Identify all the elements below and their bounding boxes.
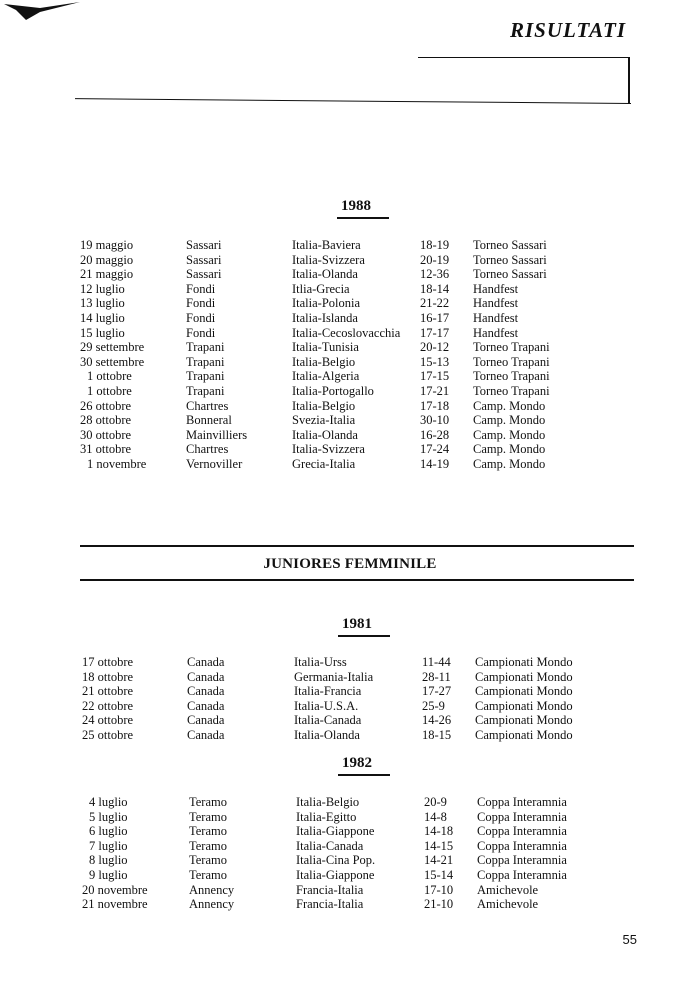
cell-match: Germania-Italia <box>294 669 374 684</box>
table-row <box>0 728 700 743</box>
table-row <box>0 810 700 825</box>
cell-score: 14-15 <box>424 838 454 853</box>
cell-score: 17-10 <box>424 882 454 897</box>
table-row <box>0 684 700 699</box>
table-row <box>0 369 700 384</box>
cell-date: 15 luglio <box>80 325 125 340</box>
cell-match: Svezia-Italia <box>292 413 356 428</box>
cell-event: Camp. Mondo <box>473 398 546 413</box>
cell-city: Chartres <box>186 442 229 457</box>
cell-match: Italia-Tunisia <box>292 340 359 355</box>
cell-match: Italia-Giappone <box>296 824 375 839</box>
cell-match: Italia-Egitto <box>296 809 357 824</box>
cell-date: 30 settembre <box>80 354 145 369</box>
cell-date: 7 luglio <box>89 838 128 853</box>
cell-score: 17-21 <box>420 383 450 398</box>
cell-score: 18-19 <box>420 238 450 252</box>
cell-score: 18-15 <box>422 727 452 742</box>
table-row <box>0 868 700 883</box>
cell-match: Italia-Islanda <box>292 310 358 325</box>
table-row <box>0 795 700 810</box>
cell-city: Fondi <box>186 296 216 311</box>
cell-city: Teramo <box>189 867 227 882</box>
table-row <box>0 897 700 912</box>
cell-date: 17 ottobre <box>82 655 134 669</box>
results-table-1982 <box>0 795 700 912</box>
cell-match: Italia-U.S.A. <box>294 698 359 713</box>
cell-score: 17-24 <box>420 442 450 457</box>
cell-event: Torneo Trapani <box>473 340 550 355</box>
table-row <box>0 326 700 341</box>
cell-event: Camp. Mondo <box>473 427 546 442</box>
cell-score: 17-17 <box>420 325 450 340</box>
cell-date: 1 novembre <box>87 456 147 471</box>
cell-event: Campionati Mondo <box>475 684 573 699</box>
cell-event: Handfest <box>473 296 519 311</box>
cell-match: Italia-Francia <box>294 684 362 699</box>
cell-city: Fondi <box>186 281 216 296</box>
cell-city: Trapani <box>186 369 225 384</box>
cell-event: Amichevole <box>477 882 539 897</box>
cell-score: 20-9 <box>424 795 447 809</box>
table-row <box>0 282 700 297</box>
cell-match: Italia-Polonia <box>292 296 361 311</box>
table-row <box>0 655 700 670</box>
cell-date: 21 ottobre <box>82 684 134 699</box>
cell-event: Torneo Sassari <box>473 252 547 267</box>
cell-event: Handfest <box>473 281 519 296</box>
cell-score: 30-10 <box>420 413 450 428</box>
cell-city: Fondi <box>186 325 216 340</box>
cell-city: Trapani <box>186 383 225 398</box>
cell-date: 31 ottobre <box>80 442 132 457</box>
cell-event: Camp. Mondo <box>473 413 546 428</box>
cell-score: 20-12 <box>420 340 450 355</box>
cell-score: 16-28 <box>420 427 450 442</box>
header-box-top-rule <box>418 57 630 58</box>
cell-city: Annency <box>189 897 235 912</box>
cell-match: Italia-Canada <box>294 713 362 728</box>
table-row <box>0 340 700 355</box>
cell-match: Francia-Italia <box>296 882 364 897</box>
table-row <box>0 699 700 714</box>
cell-match: Italia-Olanda <box>292 267 358 282</box>
cell-match: Italia-Olanda <box>294 727 360 742</box>
cell-match: Italia-Olanda <box>292 427 358 442</box>
cell-match: Italia-Algeria <box>292 369 360 384</box>
cell-event: Torneo Sassari <box>473 238 547 252</box>
table-row <box>0 399 700 414</box>
table-row <box>0 883 700 898</box>
table-row <box>0 457 700 472</box>
cell-event: Torneo Sassari <box>473 267 547 282</box>
table-row <box>0 839 700 854</box>
cell-event: Camp. Mondo <box>473 442 546 457</box>
cell-date: 4 luglio <box>89 795 128 809</box>
cell-event: Torneo Trapani <box>473 369 550 384</box>
cell-event: Coppa Interamnia <box>477 795 567 809</box>
cell-score: 14-19 <box>420 456 450 471</box>
cell-score: 20-19 <box>420 252 450 267</box>
cell-city: Canada <box>187 713 225 728</box>
table-row <box>0 267 700 282</box>
cell-score: 25-9 <box>422 698 445 713</box>
cell-city: Trapani <box>186 340 225 355</box>
cell-date: 8 luglio <box>89 853 128 868</box>
cell-city: Sassari <box>186 267 222 282</box>
cell-city: Trapani <box>186 354 225 369</box>
cell-date: 12 luglio <box>80 281 125 296</box>
cell-city: Vernoviller <box>186 456 243 471</box>
cell-city: Canada <box>187 727 225 742</box>
cell-date: 21 maggio <box>80 267 134 282</box>
cell-date: 25 ottobre <box>82 727 134 742</box>
cell-city: Chartres <box>186 398 229 413</box>
cell-score: 14-8 <box>424 809 447 824</box>
cell-event: Coppa Interamnia <box>477 867 567 882</box>
cell-city: Teramo <box>189 824 227 839</box>
cell-event: Coppa Interamnia <box>477 824 567 839</box>
cell-score: 18-14 <box>420 281 450 296</box>
cell-score: 28-11 <box>422 669 451 684</box>
year-underline-1988 <box>337 217 389 219</box>
cell-match: Italia-Giappone <box>296 867 375 882</box>
cell-city: Mainvilliers <box>186 427 248 442</box>
cell-date: 6 luglio <box>89 824 128 839</box>
page-number: 55 <box>622 932 637 947</box>
cell-date: 1 ottobre <box>87 369 132 384</box>
cell-date: 21 novembre <box>82 897 148 912</box>
table-row <box>0 824 700 839</box>
cell-event: Campionati Mondo <box>475 713 573 728</box>
cell-date: 24 ottobre <box>82 713 134 728</box>
cell-city: Teramo <box>189 853 227 868</box>
cell-city: Sassari <box>186 238 222 252</box>
section-title: JUNIORES FEMMINILE <box>263 556 437 572</box>
cell-city: Annency <box>189 882 235 897</box>
cell-city: Canada <box>187 655 225 669</box>
year-heading-1988: 1988 <box>341 198 371 214</box>
table-row <box>0 238 700 253</box>
cell-city: Canada <box>187 698 225 713</box>
header-box-right-rule <box>628 57 630 104</box>
cell-date: 14 luglio <box>80 310 125 325</box>
section-rule-top <box>80 545 634 547</box>
cell-score: 15-14 <box>424 867 454 882</box>
table-row <box>0 384 700 399</box>
section-rule-bottom <box>80 579 634 581</box>
cell-event: Amichevole <box>477 897 539 912</box>
cell-score: 14-26 <box>422 713 452 728</box>
table-row <box>0 853 700 868</box>
table-row <box>0 311 700 326</box>
cell-score: 21-22 <box>420 296 450 311</box>
cell-date: 19 maggio <box>80 238 134 252</box>
cell-event: Campionati Mondo <box>475 698 573 713</box>
page-title: RISULTATI <box>510 18 626 42</box>
cell-event: Handfest <box>473 325 519 340</box>
cell-match: Itlia-Grecia <box>292 281 350 296</box>
cell-score: 17-18 <box>420 398 450 413</box>
cell-match: Italia-Canada <box>296 838 364 853</box>
cell-city: Teramo <box>189 795 227 809</box>
table-row <box>0 670 700 685</box>
results-table-1981 <box>0 655 700 743</box>
cell-city: Bonneral <box>186 413 232 428</box>
results-table-1988 <box>0 238 700 472</box>
cell-city: Teramo <box>189 809 227 824</box>
cell-match: Italia-Belgio <box>292 354 356 369</box>
cell-event: Coppa Interamnia <box>477 838 567 853</box>
cell-event: Camp. Mondo <box>473 456 546 471</box>
cell-date: 20 maggio <box>80 252 134 267</box>
cell-score: 17-15 <box>420 369 450 384</box>
cell-score: 16-17 <box>420 310 450 325</box>
table-row <box>0 428 700 443</box>
year-heading-1982: 1982 <box>342 755 372 771</box>
cell-score: 15-13 <box>420 354 450 369</box>
table-row <box>0 253 700 268</box>
cell-date: 29 settembre <box>80 340 145 355</box>
cell-event: Campionati Mondo <box>475 669 573 684</box>
cell-match: Francia-Italia <box>296 897 364 912</box>
cell-event: Torneo Trapani <box>473 354 550 369</box>
cell-match: Grecia-Italia <box>292 456 356 471</box>
cell-date: 9 luglio <box>89 867 128 882</box>
cell-date: 22 ottobre <box>82 698 134 713</box>
cell-date: 30 ottobre <box>80 427 132 442</box>
table-row <box>0 442 700 457</box>
cell-score: 21-10 <box>424 897 454 912</box>
table-row <box>0 713 700 728</box>
cell-score: 17-27 <box>422 684 452 699</box>
cell-event: Handfest <box>473 310 519 325</box>
cell-event: Coppa Interamnia <box>477 809 567 824</box>
table-row <box>0 296 700 311</box>
cell-score: 12-36 <box>420 267 450 282</box>
cell-city: Teramo <box>189 838 227 853</box>
cell-event: Coppa Interamnia <box>477 853 567 868</box>
corner-ink-mark <box>0 0 90 24</box>
cell-city: Sassari <box>186 252 222 267</box>
cell-date: 20 novembre <box>82 882 148 897</box>
year-heading-1981: 1981 <box>342 616 372 632</box>
cell-match: Italia-Urss <box>294 655 347 669</box>
cell-city: Canada <box>187 669 225 684</box>
cell-event: Campionati Mondo <box>475 727 573 742</box>
cell-match: Italia-Belgio <box>292 398 356 413</box>
cell-match: Italia-Baviera <box>292 238 361 252</box>
header-box-bottom-rule <box>75 98 631 104</box>
cell-score: 14-21 <box>424 853 454 868</box>
cell-city: Fondi <box>186 310 216 325</box>
cell-match: Italia-Cina Pop. <box>296 853 376 868</box>
cell-score: 14-18 <box>424 824 454 839</box>
cell-score: 11-44 <box>422 655 451 669</box>
cell-match: Italia-Svizzera <box>292 442 365 457</box>
cell-match: Italia-Belgio <box>296 795 360 809</box>
cell-event: Torneo Trapani <box>473 383 550 398</box>
cell-date: 28 ottobre <box>80 413 132 428</box>
cell-date: 5 luglio <box>89 809 128 824</box>
cell-event: Campionati Mondo <box>475 655 573 669</box>
cell-match: Italia-Svizzera <box>292 252 365 267</box>
table-row <box>0 355 700 370</box>
table-row <box>0 413 700 428</box>
cell-city: Canada <box>187 684 225 699</box>
cell-match: Italia-Portogallo <box>292 383 374 398</box>
cell-date: 1 ottobre <box>87 383 132 398</box>
cell-date: 18 ottobre <box>82 669 134 684</box>
year-underline-1981 <box>338 635 390 637</box>
cell-date: 26 ottobre <box>80 398 132 413</box>
cell-match: Italia-Cecoslovacchia <box>292 325 401 340</box>
cell-date: 13 luglio <box>80 296 125 311</box>
year-underline-1982 <box>338 774 390 776</box>
